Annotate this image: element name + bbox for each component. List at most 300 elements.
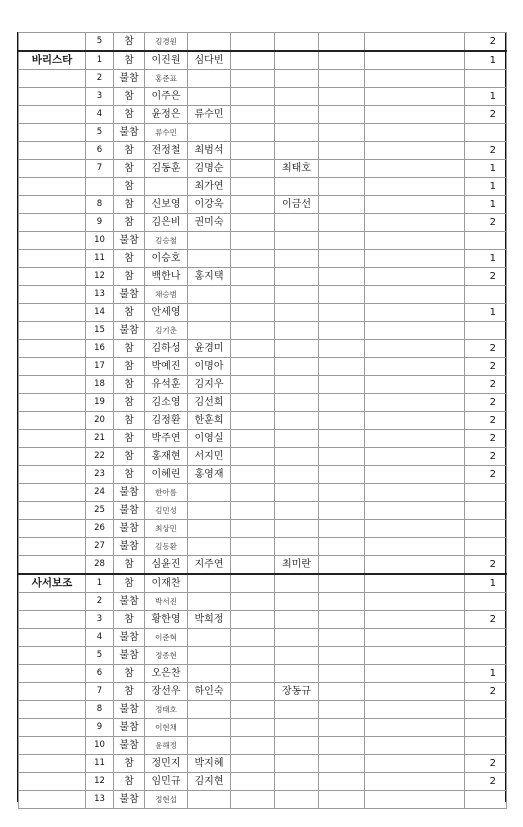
partner-name-cell xyxy=(188,232,231,250)
participant-name-cell: 이현채 xyxy=(145,719,188,737)
category-cell xyxy=(19,376,86,394)
empty-cell xyxy=(319,502,365,520)
category-cell xyxy=(19,124,86,142)
number-cell: 2 xyxy=(86,593,114,611)
empty-cell xyxy=(319,556,365,575)
count-cell xyxy=(465,322,507,340)
empty-cell xyxy=(231,214,275,232)
category-cell xyxy=(19,232,86,250)
status-cell: 참 xyxy=(114,358,145,376)
empty-cell xyxy=(319,160,365,178)
empty-cell xyxy=(231,611,275,629)
category-cell: 바리스타 xyxy=(19,51,86,70)
participant-name-cell: 전정철 xyxy=(145,142,188,160)
table-row xyxy=(19,51,507,70)
third-name-cell xyxy=(275,647,319,665)
table-row xyxy=(19,214,507,232)
empty-cell xyxy=(231,232,275,250)
empty-cell xyxy=(231,196,275,214)
partner-name-cell: 한훈희 xyxy=(188,412,231,430)
number-cell xyxy=(86,178,114,196)
table-row xyxy=(19,484,507,502)
partner-name-cell xyxy=(188,304,231,322)
empty-cell xyxy=(231,394,275,412)
third-name-cell: 최태호 xyxy=(275,160,319,178)
table-row xyxy=(19,160,507,178)
table-row xyxy=(19,737,507,755)
number-cell: 20 xyxy=(86,412,114,430)
count-cell xyxy=(465,701,507,719)
participant-name-cell: 유석훈 xyxy=(145,376,188,394)
partner-name-cell: 이영실 xyxy=(188,430,231,448)
empty-cell xyxy=(231,665,275,683)
empty-cell xyxy=(231,412,275,430)
partner-name-cell: 서지민 xyxy=(188,448,231,466)
status-cell: 참 xyxy=(114,394,145,412)
category-cell xyxy=(19,286,86,304)
empty-cell xyxy=(365,484,465,502)
status-cell: 참 xyxy=(114,448,145,466)
empty-cell xyxy=(231,502,275,520)
empty-cell xyxy=(319,791,365,809)
table-row xyxy=(19,791,507,809)
number-cell: 25 xyxy=(86,502,114,520)
empty-cell xyxy=(365,33,465,52)
empty-cell xyxy=(319,647,365,665)
status-cell: 참 xyxy=(114,665,145,683)
participant-name-cell: 임민규 xyxy=(145,773,188,791)
category-cell xyxy=(19,33,86,52)
category-cell xyxy=(19,268,86,286)
number-cell: 8 xyxy=(86,701,114,719)
empty-cell xyxy=(365,124,465,142)
empty-cell xyxy=(319,33,365,52)
category-cell xyxy=(19,178,86,196)
category-cell xyxy=(19,629,86,647)
empty-cell xyxy=(319,286,365,304)
count-cell: 1 xyxy=(465,178,507,196)
count-cell: 2 xyxy=(465,755,507,773)
count-cell: 1 xyxy=(465,665,507,683)
number-cell: 18 xyxy=(86,376,114,394)
table-row xyxy=(19,394,507,412)
number-cell: 7 xyxy=(86,683,114,701)
empty-cell xyxy=(319,322,365,340)
category-cell xyxy=(19,556,86,575)
count-cell xyxy=(465,719,507,737)
partner-name-cell xyxy=(188,520,231,538)
empty-cell xyxy=(365,502,465,520)
table-row xyxy=(19,124,507,142)
participant-name-cell: 박주연 xyxy=(145,430,188,448)
category-cell xyxy=(19,538,86,556)
category-cell xyxy=(19,593,86,611)
status-cell: 불참 xyxy=(114,719,145,737)
empty-cell xyxy=(231,33,275,52)
count-cell: 2 xyxy=(465,773,507,791)
third-name-cell xyxy=(275,124,319,142)
number-cell: 12 xyxy=(86,268,114,286)
empty-cell xyxy=(319,214,365,232)
category-cell xyxy=(19,106,86,124)
empty-cell xyxy=(365,647,465,665)
empty-cell xyxy=(231,70,275,88)
partner-name-cell: 김선희 xyxy=(188,394,231,412)
partner-name-cell xyxy=(188,124,231,142)
participant-name-cell: 김소영 xyxy=(145,394,188,412)
empty-cell xyxy=(231,178,275,196)
empty-cell xyxy=(365,593,465,611)
attendance-table xyxy=(18,32,507,809)
partner-name-cell xyxy=(188,574,231,593)
participant-name-cell: 이승호 xyxy=(145,250,188,268)
empty-cell xyxy=(365,412,465,430)
count-cell xyxy=(465,232,507,250)
count-cell xyxy=(465,484,507,502)
third-name-cell xyxy=(275,701,319,719)
count-cell xyxy=(465,286,507,304)
category-cell xyxy=(19,250,86,268)
status-cell: 참 xyxy=(114,466,145,484)
empty-cell xyxy=(231,773,275,791)
partner-name-cell: 김지우 xyxy=(188,376,231,394)
number-cell: 9 xyxy=(86,214,114,232)
third-name-cell xyxy=(275,358,319,376)
empty-cell xyxy=(319,412,365,430)
count-cell: 1 xyxy=(465,574,507,593)
category-cell xyxy=(19,520,86,538)
empty-cell xyxy=(365,791,465,809)
table-row xyxy=(19,448,507,466)
number-cell: 13 xyxy=(86,286,114,304)
participant-name-cell: 홍재현 xyxy=(145,448,188,466)
category-cell xyxy=(19,755,86,773)
status-cell: 참 xyxy=(114,574,145,593)
participant-name-cell: 정태호 xyxy=(145,701,188,719)
count-cell: 2 xyxy=(465,611,507,629)
empty-cell xyxy=(231,737,275,755)
status-cell: 불참 xyxy=(114,124,145,142)
partner-name-cell xyxy=(188,647,231,665)
status-cell: 불참 xyxy=(114,647,145,665)
category-cell xyxy=(19,160,86,178)
participant-name-cell: 심윤진 xyxy=(145,556,188,575)
partner-name-cell xyxy=(188,629,231,647)
empty-cell xyxy=(365,358,465,376)
empty-cell xyxy=(319,51,365,70)
empty-cell xyxy=(319,70,365,88)
empty-cell xyxy=(231,556,275,575)
empty-cell xyxy=(319,88,365,106)
table-row xyxy=(19,376,507,394)
empty-cell xyxy=(365,538,465,556)
partner-name-cell: 하인숙 xyxy=(188,683,231,701)
partner-name-cell xyxy=(188,791,231,809)
participant-name-cell xyxy=(145,178,188,196)
third-name-cell xyxy=(275,322,319,340)
category-cell xyxy=(19,88,86,106)
empty-cell xyxy=(319,232,365,250)
count-cell xyxy=(465,502,507,520)
category-cell xyxy=(19,358,86,376)
category-cell xyxy=(19,701,86,719)
third-name-cell xyxy=(275,394,319,412)
number-cell: 14 xyxy=(86,304,114,322)
status-cell: 참 xyxy=(114,250,145,268)
status-cell: 불참 xyxy=(114,791,145,809)
participant-name-cell: 백한나 xyxy=(145,268,188,286)
table-row xyxy=(19,574,507,593)
empty-cell xyxy=(365,51,465,70)
third-name-cell xyxy=(275,773,319,791)
category-cell xyxy=(19,142,86,160)
empty-cell xyxy=(365,106,465,124)
status-cell: 참 xyxy=(114,340,145,358)
third-name-cell xyxy=(275,574,319,593)
empty-cell xyxy=(365,556,465,575)
number-cell: 22 xyxy=(86,448,114,466)
table-row xyxy=(19,340,507,358)
status-cell: 불참 xyxy=(114,286,145,304)
empty-cell xyxy=(319,538,365,556)
empty-cell xyxy=(319,124,365,142)
category-cell xyxy=(19,665,86,683)
empty-cell xyxy=(365,88,465,106)
number-cell: 4 xyxy=(86,629,114,647)
number-cell: 9 xyxy=(86,719,114,737)
participant-name-cell: 류수민 xyxy=(145,124,188,142)
third-name-cell xyxy=(275,268,319,286)
empty-cell xyxy=(365,322,465,340)
number-cell: 10 xyxy=(86,232,114,250)
third-name-cell xyxy=(275,340,319,358)
empty-cell xyxy=(231,286,275,304)
participant-name-cell: 황한영 xyxy=(145,611,188,629)
empty-cell xyxy=(231,106,275,124)
third-name-cell xyxy=(275,70,319,88)
number-cell: 1 xyxy=(86,574,114,593)
participant-name-cell: 오은찬 xyxy=(145,665,188,683)
empty-cell xyxy=(231,484,275,502)
table-row xyxy=(19,430,507,448)
third-name-cell xyxy=(275,629,319,647)
third-name-cell xyxy=(275,88,319,106)
participant-name-cell: 채승범 xyxy=(145,286,188,304)
participant-name-cell: 김경원 xyxy=(145,33,188,52)
third-name-cell xyxy=(275,520,319,538)
participant-name-cell: 김은비 xyxy=(145,214,188,232)
empty-cell xyxy=(365,394,465,412)
status-cell: 참 xyxy=(114,106,145,124)
third-name-cell xyxy=(275,448,319,466)
third-name-cell: 장동규 xyxy=(275,683,319,701)
empty-cell xyxy=(365,520,465,538)
partner-name-cell: 권미숙 xyxy=(188,214,231,232)
empty-cell xyxy=(365,232,465,250)
category-cell xyxy=(19,322,86,340)
empty-cell xyxy=(319,683,365,701)
participant-name-cell: 김승철 xyxy=(145,232,188,250)
empty-cell xyxy=(231,719,275,737)
empty-cell xyxy=(231,268,275,286)
category-cell xyxy=(19,502,86,520)
count-cell: 1 xyxy=(465,196,507,214)
count-cell: 1 xyxy=(465,250,507,268)
table-row xyxy=(19,538,507,556)
number-cell: 16 xyxy=(86,340,114,358)
partner-name-cell xyxy=(188,719,231,737)
count-cell: 2 xyxy=(465,466,507,484)
table-row xyxy=(19,466,507,484)
partner-name-cell xyxy=(188,737,231,755)
number-cell: 23 xyxy=(86,466,114,484)
count-cell: 2 xyxy=(465,556,507,575)
count-cell xyxy=(465,629,507,647)
status-cell: 참 xyxy=(114,33,145,52)
status-cell: 불참 xyxy=(114,629,145,647)
empty-cell xyxy=(231,160,275,178)
count-cell: 2 xyxy=(465,430,507,448)
empty-cell xyxy=(231,683,275,701)
status-cell: 불참 xyxy=(114,737,145,755)
partner-name-cell xyxy=(188,250,231,268)
third-name-cell xyxy=(275,412,319,430)
participant-name-cell: 이준혁 xyxy=(145,629,188,647)
count-cell: 2 xyxy=(465,358,507,376)
partner-name-cell: 박지혜 xyxy=(188,755,231,773)
third-name-cell xyxy=(275,214,319,232)
third-name-cell xyxy=(275,304,319,322)
empty-cell xyxy=(319,268,365,286)
empty-cell xyxy=(365,773,465,791)
count-cell: 2 xyxy=(465,394,507,412)
empty-cell xyxy=(365,286,465,304)
number-cell: 3 xyxy=(86,611,114,629)
empty-cell xyxy=(231,250,275,268)
empty-cell xyxy=(319,178,365,196)
participant-name-cell: 안세영 xyxy=(145,304,188,322)
number-cell: 2 xyxy=(86,70,114,88)
empty-cell xyxy=(365,268,465,286)
status-cell: 불참 xyxy=(114,520,145,538)
third-name-cell xyxy=(275,51,319,70)
participant-name-cell: 정종현 xyxy=(145,647,188,665)
empty-cell xyxy=(365,250,465,268)
third-name-cell xyxy=(275,250,319,268)
number-cell: 12 xyxy=(86,773,114,791)
category-cell xyxy=(19,791,86,809)
third-name-cell xyxy=(275,791,319,809)
table-row xyxy=(19,358,507,376)
status-cell: 불참 xyxy=(114,484,145,502)
count-cell: 1 xyxy=(465,160,507,178)
third-name-cell: 이금선 xyxy=(275,196,319,214)
partner-name-cell: 심다빈 xyxy=(188,51,231,70)
empty-cell xyxy=(319,665,365,683)
empty-cell xyxy=(231,88,275,106)
status-cell: 참 xyxy=(114,556,145,575)
status-cell: 참 xyxy=(114,773,145,791)
status-cell: 참 xyxy=(114,142,145,160)
count-cell: 1 xyxy=(465,304,507,322)
status-cell: 참 xyxy=(114,268,145,286)
category-cell xyxy=(19,737,86,755)
empty-cell xyxy=(319,466,365,484)
partner-name-cell: 김명순 xyxy=(188,160,231,178)
empty-cell xyxy=(231,448,275,466)
table-row xyxy=(19,683,507,701)
number-cell: 5 xyxy=(86,647,114,665)
status-cell: 참 xyxy=(114,51,145,70)
category-cell: 사서보조 xyxy=(19,574,86,593)
table-row xyxy=(19,142,507,160)
empty-cell xyxy=(365,376,465,394)
count-cell: 2 xyxy=(465,376,507,394)
third-name-cell xyxy=(275,430,319,448)
empty-cell xyxy=(231,647,275,665)
count-cell: 2 xyxy=(465,142,507,160)
number-cell: 7 xyxy=(86,160,114,178)
table-row xyxy=(19,106,507,124)
empty-cell xyxy=(365,70,465,88)
third-name-cell xyxy=(275,232,319,250)
participant-name-cell: 장선우 xyxy=(145,683,188,701)
count-cell xyxy=(465,737,507,755)
status-cell: 참 xyxy=(114,160,145,178)
status-cell: 불참 xyxy=(114,70,145,88)
table-row xyxy=(19,268,507,286)
third-name-cell xyxy=(275,611,319,629)
empty-cell xyxy=(365,466,465,484)
category-cell xyxy=(19,683,86,701)
participant-name-cell: 김민성 xyxy=(145,502,188,520)
empty-cell xyxy=(365,214,465,232)
table-row xyxy=(19,286,507,304)
empty-cell xyxy=(231,340,275,358)
third-name-cell xyxy=(275,502,319,520)
empty-cell xyxy=(231,51,275,70)
empty-cell xyxy=(319,520,365,538)
number-cell: 19 xyxy=(86,394,114,412)
empty-cell xyxy=(319,773,365,791)
empty-cell xyxy=(319,106,365,124)
partner-name-cell xyxy=(188,502,231,520)
number-cell: 28 xyxy=(86,556,114,575)
empty-cell xyxy=(231,593,275,611)
partner-name-cell: 류수민 xyxy=(188,106,231,124)
empty-cell xyxy=(319,701,365,719)
count-cell xyxy=(465,647,507,665)
table-row xyxy=(19,647,507,665)
number-cell: 8 xyxy=(86,196,114,214)
table-row xyxy=(19,178,507,196)
empty-cell xyxy=(365,178,465,196)
category-cell xyxy=(19,412,86,430)
empty-cell xyxy=(365,142,465,160)
third-name-cell xyxy=(275,484,319,502)
status-cell: 참 xyxy=(114,430,145,448)
partner-name-cell xyxy=(188,593,231,611)
status-cell: 참 xyxy=(114,412,145,430)
count-cell xyxy=(465,70,507,88)
empty-cell xyxy=(231,520,275,538)
table-row xyxy=(19,70,507,88)
empty-cell xyxy=(365,340,465,358)
partner-name-cell: 최가연 xyxy=(188,178,231,196)
empty-cell xyxy=(365,737,465,755)
empty-cell xyxy=(365,701,465,719)
participant-name-cell: 이진원 xyxy=(145,51,188,70)
